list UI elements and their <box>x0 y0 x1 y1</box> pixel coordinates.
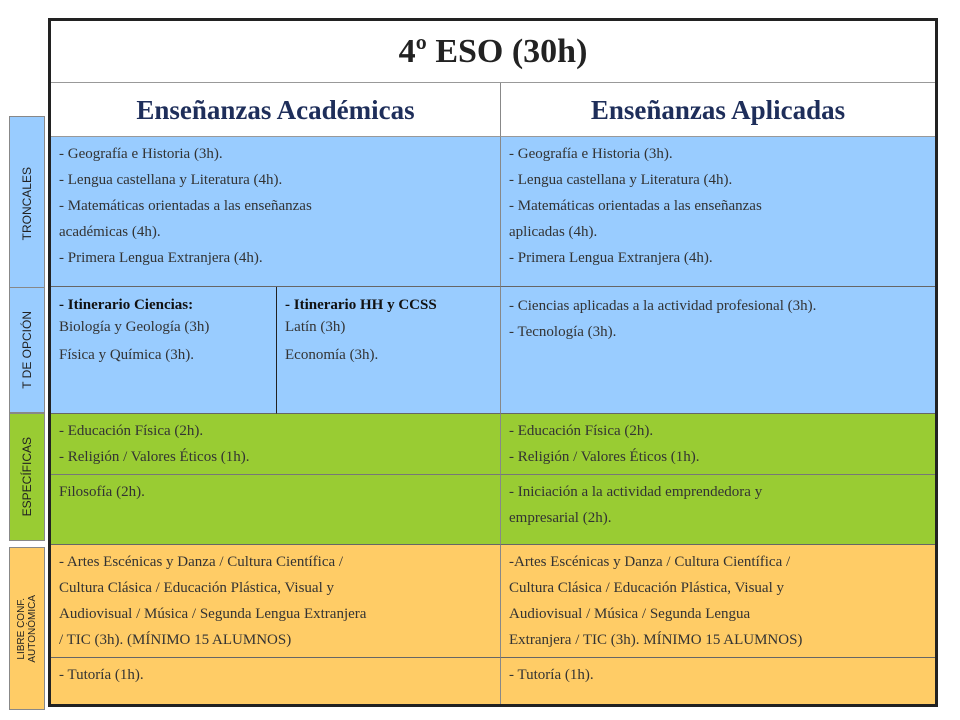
list-item: Filosofía (2h). <box>59 484 145 500</box>
list-item: académicas (4h). <box>59 224 161 240</box>
list-item: - Geografía e Historia (3h). <box>59 146 223 162</box>
opcion-aplicadas <box>501 287 935 414</box>
libre-aplicadas <box>501 545 935 658</box>
list-item: - Lengua castellana y Literatura (4h). <box>509 172 733 188</box>
list-item: - Primera Lengua Extranjera (4h). <box>509 250 713 266</box>
list-item: - Religión / Valores Éticos (1h). <box>509 449 700 465</box>
list-item: Cultura Clásica / Educación Plástica, Visual y <box>509 580 785 596</box>
list-item: - Matemáticas orientadas a las enseñanzas <box>509 198 762 214</box>
especificas-filosofia <box>51 474 501 545</box>
itinerario-heading: - Itinerario Ciencias: <box>59 297 194 313</box>
tutoria-aplicadas <box>501 658 935 704</box>
side-label-text: LIBRE CONF. AUTONÓMICA <box>16 594 38 663</box>
list-item: Latín (3h) <box>285 319 346 335</box>
list-item: Audiovisual / Música / Segunda Lengua Extranjera <box>59 606 367 622</box>
troncales-academicas <box>51 137 501 287</box>
list-item: - Geografía e Historia (3h). <box>509 146 673 162</box>
opcion-hh-ccss <box>277 287 501 414</box>
column-header-aplicadas: Enseñanzas Aplicadas <box>501 83 935 137</box>
itinerario-heading: - Itinerario HH y CCSS <box>285 297 437 313</box>
side-label-troncales <box>9 116 45 292</box>
side-label-especificas <box>9 413 45 541</box>
tutoria-academicas <box>51 658 501 704</box>
list-item: - Religión / Valores Éticos (1h). <box>59 449 250 465</box>
list-item: Audiovisual / Música / Segunda Lengua <box>509 606 751 622</box>
list-item: - Educación Física (2h). <box>509 423 654 439</box>
side-label-opcion <box>9 287 45 413</box>
especificas-academicas <box>51 414 501 474</box>
list-item: - Tecnología (3h). <box>509 324 617 340</box>
list-item: Economía (3h). <box>285 347 379 363</box>
side-label-text: ESPECÍFICAS <box>20 437 34 517</box>
troncales-aplicadas <box>501 137 935 287</box>
especificas-aplicadas <box>501 414 935 474</box>
side-label-libre <box>9 547 45 710</box>
list-item: aplicadas (4h). <box>509 224 598 240</box>
libre-academicas <box>51 545 501 658</box>
curriculum-table <box>48 18 938 707</box>
list-item: Cultura Clásica / Educación Plástica, Visual y <box>59 580 335 596</box>
list-item: -Artes Escénicas y Danza / Cultura Científica / <box>509 554 791 570</box>
list-item: - Iniciación a la actividad emprendedora y <box>509 484 763 500</box>
list-item: empresarial (2h). <box>509 510 612 526</box>
list-item: - Tutoría (1h). <box>59 667 144 683</box>
list-item: - Educación Física (2h). <box>59 423 204 439</box>
list-item: Biología y Geología (3h) <box>59 319 210 335</box>
table-title: 4º ESO (30h) <box>51 21 935 83</box>
especificas-iniciacion <box>501 474 935 545</box>
list-item: / TIC (3h). (MÍNIMO 15 ALUMNOS) <box>59 632 292 648</box>
column-header-academicas: Enseñanzas Académicas <box>51 83 501 137</box>
list-item: - Lengua castellana y Literatura (4h). <box>59 172 283 188</box>
side-label-text: TRONCALES <box>20 167 34 241</box>
list-item: - Artes Escénicas y Danza / Cultura Científica / <box>59 554 344 570</box>
list-item: - Matemáticas orientadas a las enseñanzas <box>59 198 312 214</box>
list-item: - Tutoría (1h). <box>509 667 594 683</box>
list-item: - Ciencias aplicadas a la actividad profesional (3h). <box>509 298 817 314</box>
list-item: Física y Química (3h). <box>59 347 194 363</box>
list-item: - Primera Lengua Extranjera (4h). <box>59 250 263 266</box>
side-label-text: T DE OPCIÓN <box>20 311 34 389</box>
opcion-ciencias <box>51 287 277 414</box>
list-item: Extranjera / TIC (3h). MÍNIMO 15 ALUMNOS) <box>509 632 803 648</box>
